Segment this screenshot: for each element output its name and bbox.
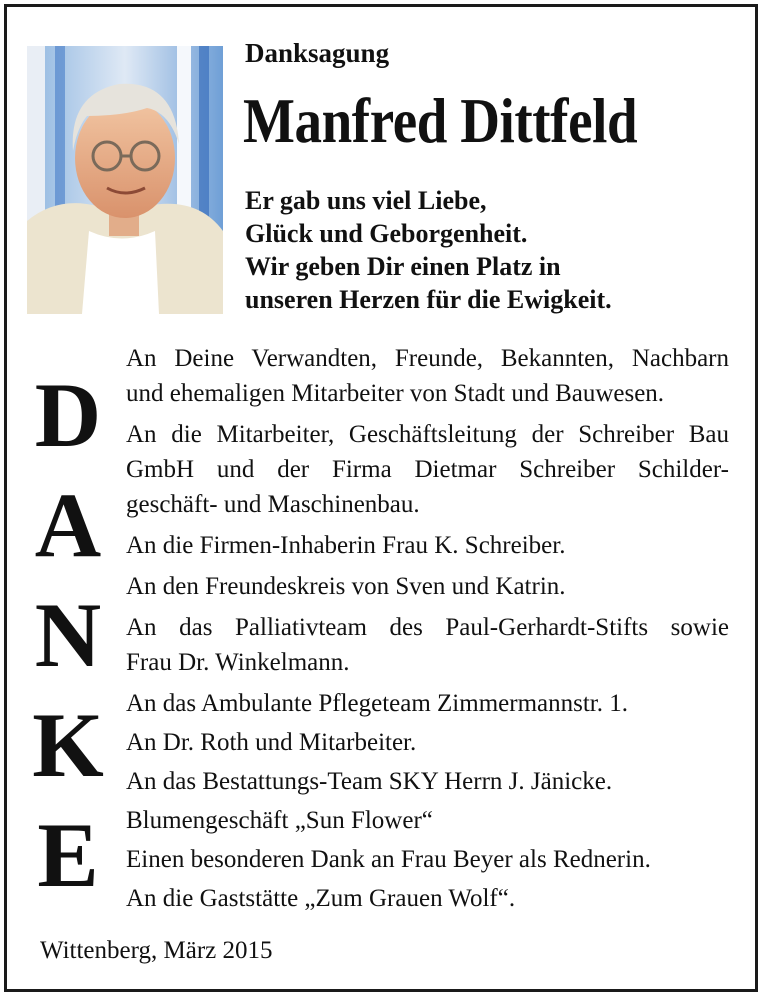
thanks-line: An Deine Verwandten, Freunde, Bekannten, Nachbarn (126, 345, 729, 372)
verse-line: Er gab uns viel Liebe, (245, 186, 487, 215)
danke-vertical-word (28, 360, 108, 910)
thanks-line: An die Firmen-Inhaberin Frau K. Schreiber. (126, 532, 566, 559)
thanks-line: geschäft- und Maschinenbau. (126, 491, 420, 518)
thanks-line: An das Bestattungs-Team SKY Herrn J. Jänicke. (126, 768, 613, 795)
thanks-item (126, 764, 729, 799)
thanks-line: An das Ambulante Pflegeteam Zimmermannstr. 1. (126, 690, 628, 717)
thanks-item (126, 842, 729, 877)
thanks-item (126, 417, 729, 522)
thanks-list (126, 341, 729, 920)
thanks-line: An den Freundeskreis von Sven und Katrin. (126, 573, 566, 600)
thanks-item (126, 881, 729, 916)
thanks-line: An Dr. Roth und Mitarbeiter. (126, 729, 417, 756)
thanks-item (126, 528, 729, 563)
verse-line: Wir geben Dir einen Platz in (245, 252, 561, 281)
verse-line: unseren Herzen für die Ewigkeit. (245, 285, 612, 314)
thanks-item (126, 686, 729, 721)
danke-letter: K (32, 694, 104, 796)
danke-letter: D (34, 364, 102, 466)
danke-letter: A (34, 474, 102, 576)
portrait-photo (27, 46, 223, 314)
thanks-line: An die Gaststätte „Zum Grauen Wolf“. (126, 885, 516, 912)
thanks-item (126, 569, 729, 604)
thanks-item (126, 341, 729, 411)
thanks-line: GmbH und der Firma Dietmar Schreiber Schilder- (126, 456, 729, 483)
deceased-name: Manfred Dittfeld (243, 85, 638, 156)
thanks-line: Frau Dr. Winkelmann. (126, 649, 350, 676)
thanks-item (126, 725, 729, 760)
danke-letter: N (34, 584, 102, 686)
thanks-item (126, 610, 729, 680)
thanks-line: und ehemaligen Mitarbeiter von Stadt und Bauwesen. (126, 380, 665, 407)
thanks-line: Einen besonderen Dank an Frau Beyer als Rednerin. (126, 846, 651, 873)
memorial-verse (245, 184, 612, 316)
thanks-line: Blumengeschäft „Sun Flower“ (126, 807, 433, 834)
thanks-line: An das Palliativteam des Paul-Gerhardt-Stifts sowie (126, 614, 729, 641)
verse-line: Glück und Geborgenheit. (245, 219, 528, 248)
thanks-item (126, 803, 729, 838)
danke-letter: E (37, 804, 99, 906)
notice-label: Danksagung (245, 38, 390, 68)
portrait-illustration (27, 46, 223, 314)
thanks-line: An die Mitarbeiter, Geschäftsleitung der Schreiber Bau (126, 421, 729, 448)
place-and-date: Wittenberg, März 2015 (40, 937, 273, 964)
